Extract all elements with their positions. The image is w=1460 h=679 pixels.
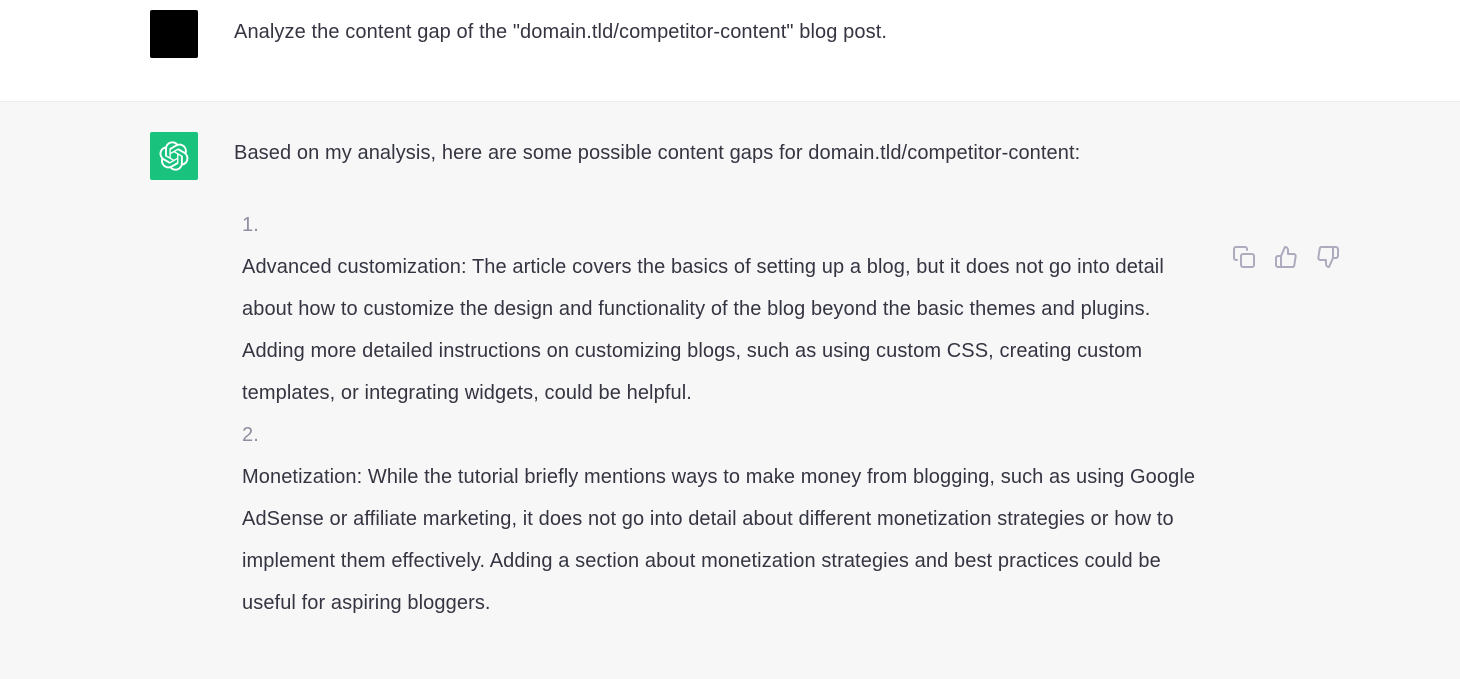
user-message-text: Analyze the content gap of the "domain.tld/competitor-content" blog post.: [234, 21, 888, 43]
assistant-message-body: [234, 132, 1209, 624]
list-item-text: Advanced customization: The article covers the basics of setting up a blog, but it does not go into detail about how to customize the design and functionality of the blog beyond the basic themes and plugins. Adding more detailed instructions on customizing blogs, such as using custom CSS, creating custom templates, or integrating widgets, could be helpful.: [242, 256, 1164, 404]
list-item: [234, 204, 1209, 414]
openai-logo-icon: [150, 132, 198, 180]
list-item-number: 2.: [242, 424, 259, 446]
user-message-turn: [0, 0, 1460, 102]
message-actions: [1232, 245, 1340, 269]
list-item-number: 1.: [242, 214, 259, 236]
list-item-text: Monetization: While the tutorial briefly mentions ways to make money from blogging, such as using Google AdSense or affiliate marketing, it does not go into detail about different monetization strategies or how to implement them effectively. Adding a section about monetization strategies and best practices could be useful for aspiring bloggers.: [242, 466, 1196, 614]
thumbs-down-icon[interactable]: [1316, 245, 1340, 269]
assistant-message-row: [0, 102, 1460, 624]
assistant-message-turn: [0, 102, 1460, 679]
user-avatar: [150, 10, 198, 58]
content-gap-list: [234, 204, 1209, 624]
assistant-intro-text: Based on my analysis, here are some possible content gaps for domain.tld/competitor-content:: [234, 142, 1081, 164]
user-message-row: [0, 0, 1460, 58]
list-item: [234, 414, 1209, 624]
thumbs-up-icon[interactable]: [1274, 245, 1298, 269]
copy-icon[interactable]: [1232, 245, 1256, 269]
